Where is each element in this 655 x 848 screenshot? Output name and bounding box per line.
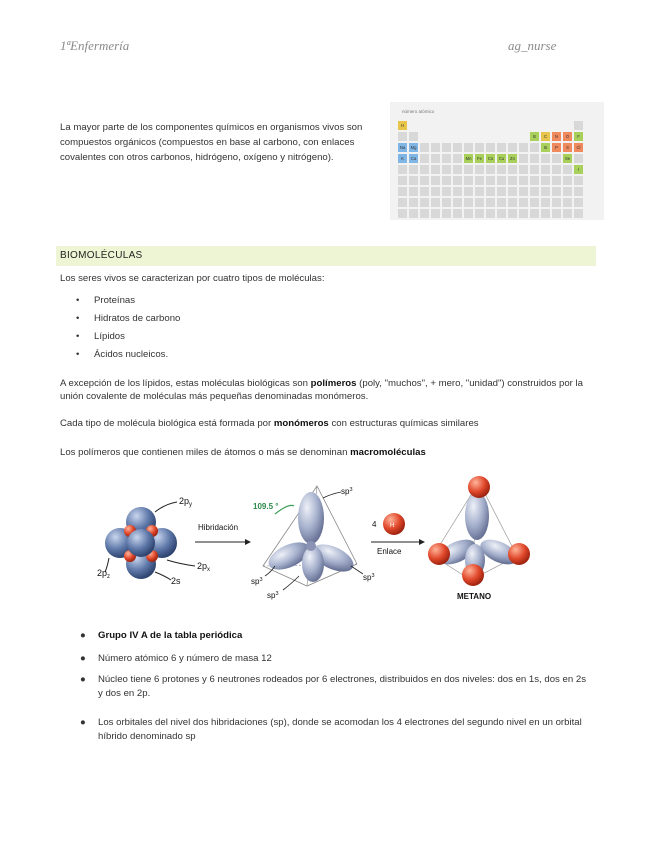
element-cell <box>442 154 451 163</box>
element-cell <box>453 165 462 174</box>
monomers-paragraph: Cada tipo de molécula biológica está formada por monómeros con estructuras químicas similares <box>60 418 479 429</box>
element-cell <box>508 143 517 152</box>
list-item: • Lípidos <box>76 331 125 342</box>
element-cell <box>442 187 451 196</box>
element-cell <box>519 143 528 152</box>
element-cell <box>508 176 517 185</box>
element-cell <box>475 187 484 196</box>
element-cell-Mg: Mg <box>410 145 417 150</box>
element-cell <box>442 176 451 185</box>
element-cell-B: B <box>530 132 539 141</box>
element-cell <box>420 165 429 174</box>
element-cell <box>431 187 440 196</box>
element-cell <box>541 176 550 185</box>
element-cell <box>508 209 517 218</box>
carbon-hybridization-diagram <box>95 468 545 608</box>
element-cell <box>497 143 506 152</box>
element-cell <box>519 209 528 218</box>
element-cell <box>409 132 418 141</box>
sp3-label-left: $sp^3$ <box>251 577 263 586</box>
element-cell <box>453 143 462 152</box>
element-cell <box>574 176 583 185</box>
element-cell <box>519 187 528 196</box>
element-cell-C: C <box>541 132 550 141</box>
sp3-label-bottom: $sp^3$ <box>267 591 279 600</box>
element-cell-Zn: Zn <box>508 154 517 163</box>
element-cell <box>508 198 517 207</box>
element-cell <box>486 187 495 196</box>
element-cell <box>497 165 506 174</box>
polymers-paragraph: A excepción de los lípidos, estas moléculas biológicas son polímeros (poly, "muchos", + mero, "unidad") construidos por la unión covalente de moléculas más pequeñas denominadas monómeros. <box>60 378 583 402</box>
element-cell <box>442 143 451 152</box>
element-cell <box>486 165 495 174</box>
section-title: BIOMOLÉCULAS <box>60 250 143 261</box>
angle-label: 109.5 ° <box>253 502 279 511</box>
element-cell-H: H <box>398 121 407 130</box>
list-item-text: Grupo IV A de la tabla periódica <box>98 630 243 641</box>
element-cell <box>475 176 484 185</box>
element-cell <box>497 209 506 218</box>
intro-molecules-text: Los seres vivos se caracterizan por cuatro tipos de moléculas: <box>60 273 325 284</box>
element-cell <box>431 209 440 218</box>
element-cell <box>464 143 473 152</box>
element-cell-N: N <box>552 132 561 141</box>
element-cell <box>420 209 429 218</box>
element-cell-Na: Na <box>399 145 406 150</box>
element-cell <box>563 209 572 218</box>
element-cell <box>552 198 561 207</box>
element-cell <box>541 209 550 218</box>
list-item-text: Los orbitales del nivel dos hibridaciones (sp), donde se acomodan los 4 electrones del segundo nivel en un orbital híbrido denominado sp <box>98 717 582 742</box>
element-cell <box>486 176 495 185</box>
element-cell <box>420 176 429 185</box>
section-header <box>56 246 596 266</box>
element-cell <box>420 187 429 196</box>
element-cell <box>574 209 583 218</box>
element-cell <box>464 187 473 196</box>
atomic-orbitals-graphic <box>105 502 195 580</box>
element-cell-K: K <box>398 154 407 163</box>
element-cell <box>486 198 495 207</box>
element-cell <box>563 187 572 196</box>
element-cell <box>398 176 407 185</box>
element-cell <box>453 198 462 207</box>
element-cell-Cu: Cu <box>498 156 505 161</box>
methane-graphic <box>428 476 530 586</box>
element-cell-Fe: Fe <box>475 154 484 163</box>
element-cell <box>431 165 440 174</box>
orbital-label-2px: $2p_x$ <box>197 561 211 573</box>
element-cell <box>431 176 440 185</box>
element-cell <box>420 154 429 163</box>
element-cell <box>519 165 528 174</box>
list-item-text: Proteínas <box>94 295 136 306</box>
element-cell-Ca: Ca <box>410 156 417 161</box>
element-cell <box>508 165 517 174</box>
element-cell <box>530 209 539 218</box>
element-cell <box>530 198 539 207</box>
element-cell <box>530 143 539 152</box>
element-cell <box>574 198 583 207</box>
element-cell-Se: Se <box>564 156 571 161</box>
element-cell <box>574 187 583 196</box>
element-cell <box>442 209 451 218</box>
element-cell <box>409 165 418 174</box>
element-cell <box>453 187 462 196</box>
list-item-text: Número atómico 6 y número de masa 12 <box>98 653 272 664</box>
element-cell <box>552 154 561 163</box>
element-cell <box>453 154 462 163</box>
element-cell <box>541 187 550 196</box>
element-cell <box>420 198 429 207</box>
element-cell <box>398 187 407 196</box>
element-cell <box>409 198 418 207</box>
element-cell <box>475 209 484 218</box>
element-cell <box>431 154 440 163</box>
element-cell <box>464 176 473 185</box>
list-item: • Ácidos nucleicos. <box>76 349 169 360</box>
element-cell-Cl: Cl <box>574 143 583 152</box>
element-cell <box>530 154 539 163</box>
element-cell-O: O <box>563 132 572 141</box>
element-cell <box>508 187 517 196</box>
element-cell <box>475 143 484 152</box>
element-cell <box>475 198 484 207</box>
enlace-label: Enlace <box>377 547 402 556</box>
list-item-text: Núcleo tiene 6 protones y 6 neutrones rodeados por 6 electrones, distribuidos en dos niveles: dos en 1s, dos en 2s y dos en 2p. <box>98 674 586 699</box>
header-course: 1ªEnfermería <box>60 38 130 53</box>
element-cell <box>398 165 407 174</box>
element-cell <box>563 176 572 185</box>
element-cell <box>475 165 484 174</box>
element-cell-Co: Co <box>487 156 494 161</box>
periodic-table-label: número atómico <box>402 109 435 114</box>
element-cell <box>409 209 418 218</box>
element-cell <box>574 154 583 163</box>
element-cell <box>552 176 561 185</box>
element-cell <box>409 176 418 185</box>
hydrogen-symbol: H <box>390 523 395 529</box>
element-cell <box>497 198 506 207</box>
list-item-text: Lípidos <box>94 331 125 342</box>
element-cell-S: S <box>563 143 572 152</box>
element-cell <box>530 187 539 196</box>
orbital-label-2s: 2s <box>171 576 181 586</box>
element-cell <box>552 187 561 196</box>
element-cell <box>398 209 407 218</box>
element-cell <box>398 198 407 207</box>
element-cell-I: I <box>574 165 583 174</box>
element-cell <box>453 176 462 185</box>
element-cell <box>541 198 550 207</box>
element-cell <box>398 132 407 141</box>
orbital-label-2py: $2p_y$ <box>179 496 193 508</box>
element-cell <box>574 121 583 130</box>
hibridacion-label: Hibridación <box>198 523 239 532</box>
element-cell <box>541 154 550 163</box>
element-cell <box>497 187 506 196</box>
element-cell-Si: Si <box>541 143 550 152</box>
element-cell <box>442 198 451 207</box>
element-cell-P: P <box>552 143 561 152</box>
monomeros-term: monómeros <box>273 418 329 429</box>
metano-label: METANO <box>457 592 492 601</box>
periodic-table-image <box>390 102 604 220</box>
element-cell <box>464 165 473 174</box>
sp3-label-top: $sp^3$ <box>341 487 353 496</box>
element-cell <box>530 165 539 174</box>
element-cell <box>420 143 429 152</box>
list-item: • Hidratos de carbono <box>76 313 181 324</box>
macromolecules-paragraph: Los polímeros que contienen miles de átomos o más se denominan macromoléculas <box>60 447 426 458</box>
element-cell <box>563 198 572 207</box>
list-item: • Proteínas <box>76 295 136 306</box>
element-cell <box>442 165 451 174</box>
orbital-label-2pz: $2p_z$ <box>97 568 111 580</box>
element-cell <box>453 209 462 218</box>
element-cell-F: F <box>574 132 583 141</box>
polimeros-term: polímeros <box>310 378 357 389</box>
list-item-text: Hidratos de carbono <box>94 313 181 324</box>
element-cell <box>409 187 418 196</box>
element-cell <box>497 176 506 185</box>
element-cell <box>519 154 528 163</box>
element-cell <box>519 198 528 207</box>
macromoleculas-term: macromoléculas <box>350 447 426 458</box>
element-cell <box>530 176 539 185</box>
intro-paragraph: La mayor parte de los componentes químicos en organismos vivos son compuestos orgánicos (compuestos en base al carbono, con enlaces covalentes con otros carbonos, hidrógeno, oxígeno y nitrógeno). <box>60 122 363 163</box>
element-cell <box>519 176 528 185</box>
element-cell <box>486 209 495 218</box>
element-cell <box>486 143 495 152</box>
element-cell <box>464 198 473 207</box>
header-author: ag_nurse <box>508 38 557 53</box>
element-cell <box>552 165 561 174</box>
element-cell <box>541 165 550 174</box>
element-cell <box>552 209 561 218</box>
list-item-text: Ácidos nucleicos. <box>94 349 169 360</box>
element-cell <box>431 143 440 152</box>
sp3-label-right: $sp^3$ <box>363 573 375 582</box>
element-cell <box>464 209 473 218</box>
element-cell-Mn: Mn <box>465 156 472 161</box>
hybrid-orbitals-graphic <box>263 486 358 586</box>
hydrogen-count: 4 <box>372 520 377 529</box>
element-cell <box>563 165 572 174</box>
element-cell <box>431 198 440 207</box>
